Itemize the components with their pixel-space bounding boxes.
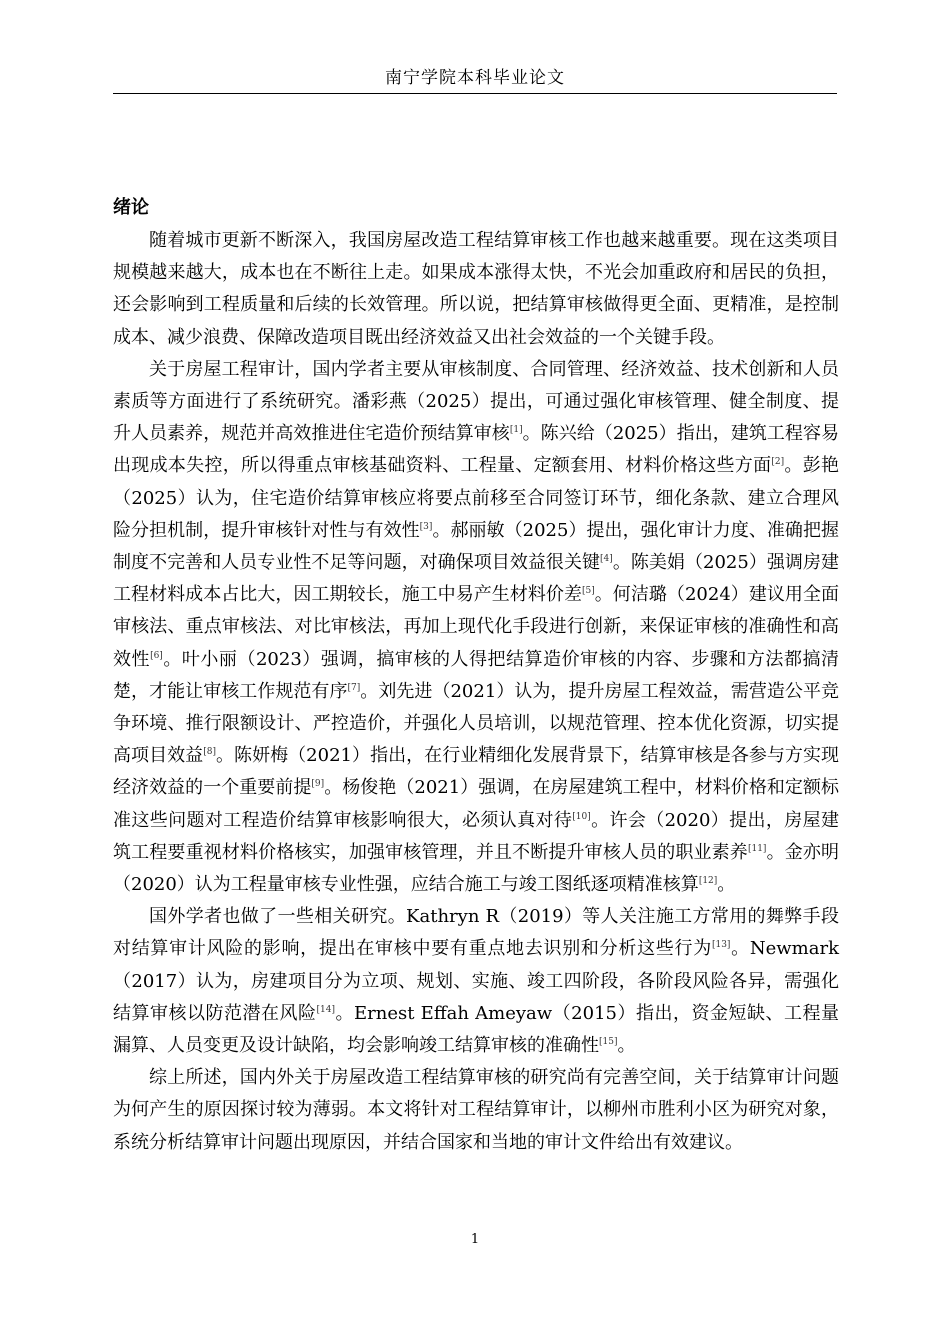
paragraph-text-run: 。陈兴给（2025）指出，建筑工程容易出现成本失控，所以得重点审核基础资料、工程量、定额套用、材料价格这些方面 [113, 423, 840, 477]
running-header: 南宁学院本科毕业论文 [385, 68, 565, 88]
paragraph-text-run: 。Newmark（2017）认为，房建项目分为立项、规划、实施、竣工四阶段，各阶段风险各异，需强化结算审核以防范潜在风险 [113, 938, 839, 1024]
paragraph-text-run: 随着城市更新不断深入，我国房屋改造工程结算审核工作也越来越重要。现在这类项目规模越来越大，成本也在不断往上走。如果成本涨得太快，不光会加重政府和居民的负担，还会影响到工程质量和后续的长效管理。所以说，把结算审核做得更全面、更精准，是控制成本、减少浪费、保障改造项目既出经济效益又出社会效益的一个关键手段。 [113, 230, 839, 348]
paragraph-domestic-research [113, 354, 839, 901]
citation-marker: [6] [150, 650, 163, 661]
paragraph-text-run: 。刘先进（2021）认为，提升房屋工程效益，需营造公平竞争环境、推行限额设计、严控造价，并强化人员培训，以规范管理、控本优化资源，切实提高项目效益 [113, 680, 840, 767]
citation-marker: [3] [419, 521, 433, 532]
thesis-body [113, 193, 839, 1159]
citation-marker: [13] [711, 940, 731, 951]
paragraph-text-run: 。金亦明（2020）认为工程量审核专业性强，应结合施工与竣工图纸逐项精准核算 [113, 841, 840, 896]
citation-marker: [15] [599, 1037, 618, 1048]
citation-marker: [14] [316, 1004, 335, 1015]
paragraph-text-run: 。叶小丽（2023）强调，搞审核的人得把结算造价审核的内容、步骤和方法都搞清楚，才能让审核工作规范有序 [113, 648, 840, 702]
citation-marker: [7] [347, 682, 361, 693]
paragraph-text-run: 。何洁璐（2024）建议用全面审核法、重点审核法、对比审核法，再加上现代化手段进行创新，来保证审核的准确性和高效性 [113, 584, 839, 670]
paragraph-text-run: 。陈美娟（2025）强调房建工程材料成本占比大，因工期较长，施工中易产生材料价差 [113, 552, 840, 606]
citation-marker: [11] [747, 843, 767, 854]
section-heading: 绪论 [113, 197, 149, 218]
paragraph-text-run: 。陈妍梅（2021）指出，在行业精细化发展背景下，结算审核是各参与方实现经济效益的一个重要前提 [113, 745, 840, 799]
citation-marker: [10] [572, 811, 591, 822]
paragraph-text-run: 。许会（2020）提出，房屋建筑工程要重视材料价格核实，加强审核管理，并且不断提升审核人员的职业素养 [113, 809, 840, 863]
citation-marker: [9] [311, 779, 325, 790]
citation-marker: [2] [771, 457, 785, 468]
paragraph-text-run: 国外学者也做了一些相关研究。Kathryn R（2019）等人关注施工方常用的舞弊手段对结算审计风险的影响，提出在审核中要有重点地去识别和分析这些行为 [113, 906, 839, 960]
citation-marker: [12] [698, 876, 718, 887]
paragraph-foreign-research [113, 901, 839, 1062]
page-number: 1 [470, 1232, 480, 1247]
citation-marker: [5] [581, 586, 595, 597]
paragraph-text-run: 。Ernest Effah Ameyaw（2015）指出，资金短缺、工程量漏算、人员变更及设计缺陷，均会影响竣工结算审核的准确性 [113, 1002, 839, 1057]
paragraph-text-run: 综上所述，国内外关于房屋改造工程结算审核的研究尚有完善空间，关于结算审计问题为何产生的原因探讨较为薄弱。本文将针对工程结算审计，以柳州市胜利小区为研究对象，系统分析结算审计问题出现原因，并结合国家和当地的审计文件给出有效建议。 [113, 1067, 839, 1153]
paragraph-text-run: 。 [617, 1035, 636, 1057]
citation-marker: [8] [203, 747, 216, 758]
paragraph-text-run: 。杨俊艳（2021）强调，在房屋建筑工程中，材料价格和定额标准这些问题对工程造价结算审核影响很大，必须认真对待 [113, 777, 839, 831]
paragraph-summary [113, 1062, 839, 1159]
paragraph-text-run: 。 [717, 874, 736, 896]
paragraph-text-run: 关于房屋工程审计，国内学者主要从审核制度、合同管理、经济效益、技术创新和人员素质等方面进行了系统研究。潘彩燕（2025）提出，可通过强化审核管理、健全制度、提升人员素养，规范并高效推进住宅造价预结算审核 [113, 358, 839, 445]
paragraph-text-run: 。彭艳（2025）认为，住宅造价结算审核应将要点前移至合同签订环节，细化条款、建立合理风险分担机制，提升审核针对性与有效性 [113, 455, 840, 541]
citation-marker: [1] [509, 425, 523, 436]
paragraph-intro [113, 225, 839, 354]
citation-marker: [4] [600, 554, 613, 565]
paragraph-text-run: 。郝丽敏（2025）提出，强化审计力度、准确把握制度不完善和人员专业性不足等问题，对确保项目效益很关键 [113, 519, 840, 574]
header-rule [113, 93, 837, 94]
